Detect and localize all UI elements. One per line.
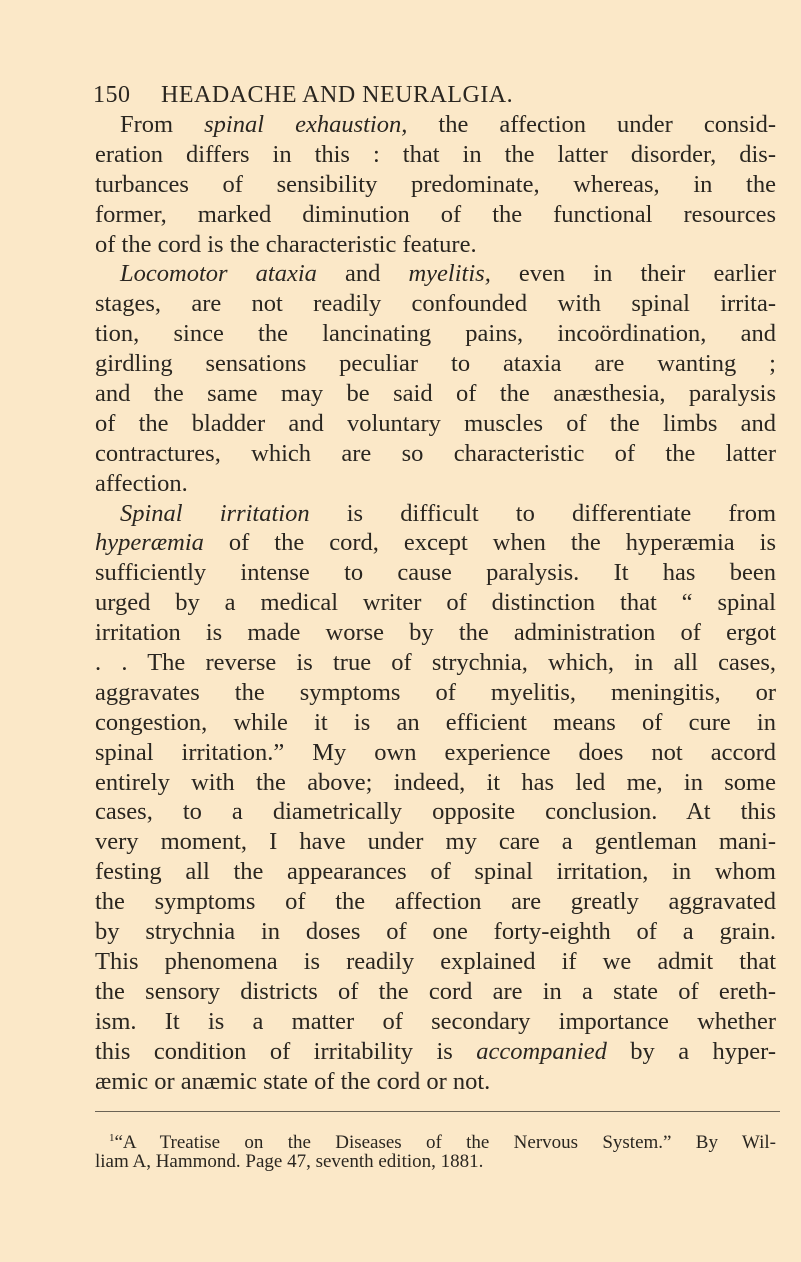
text-line: [95, 1037, 776, 1067]
text-line: [95, 319, 776, 349]
text-segment: spinal irritation.” My own experience does not accord: [95, 738, 776, 766]
text-segment: the symptoms of the affection are greatly aggravated: [95, 888, 776, 916]
text-line: [95, 349, 776, 379]
text-line: [95, 678, 776, 708]
text-line: [95, 738, 776, 768]
text-segment: even in their earlier: [490, 260, 777, 288]
text-line: [95, 947, 776, 977]
text-segment: girdling sensations peculiar to ataxia are wanting ;: [95, 350, 776, 378]
footnote-line: [95, 1126, 776, 1153]
text-segment: cases, to a diametrically opposite conclusion. At this: [95, 798, 776, 826]
text-segment: . . The reverse is true of strychnia, which, in all cases,: [95, 649, 776, 677]
text-segment: ism. It is a matter of secondary importance whether: [95, 1007, 776, 1035]
text-line: [95, 528, 776, 558]
text-segment: congestion, while it is an efficient means of cure in: [95, 708, 776, 736]
text-segment: by strychnia in doses of one forty-eighth of a grain.: [95, 918, 776, 946]
text-segment: eration differs in this : that in the latter disorder, dis-: [95, 140, 776, 168]
text-line: [95, 558, 776, 588]
text-segment: of the cord, except when the hyperæmia is: [203, 529, 776, 557]
text-segment: this condition of irritability is: [95, 1037, 477, 1065]
text-segment: the sensory districts of the cord are in a state of ereth-: [95, 977, 776, 1005]
text-line: [95, 259, 776, 289]
text-line: [95, 170, 776, 200]
text-segment: and: [316, 260, 409, 288]
text-line: [95, 289, 776, 319]
footnote: [95, 1126, 776, 1174]
text-segment: very moment, I have under my care a gentleman mani-: [95, 828, 776, 856]
text-line: [95, 409, 776, 439]
text-line: [95, 200, 776, 230]
text-segment: aggravates the symptoms of myelitis, meningitis, or: [95, 678, 776, 706]
footnote-divider: [95, 1111, 780, 1112]
text-segment: urged by a medical writer of distinction that “ spinal: [95, 589, 776, 617]
text-segment: by a hyper-: [606, 1037, 776, 1065]
text-line: [95, 827, 776, 857]
text-segment: festing all the appearances of spinal irritation, in whom: [95, 858, 776, 886]
footnote-line: [95, 1150, 776, 1174]
text-segment: former, marked diminution of the functional resources: [95, 200, 776, 228]
italic-term: hyperæmia: [95, 529, 204, 557]
text-segment: of the bladder and voluntary muscles of the limbs and: [95, 409, 776, 437]
text-line: [95, 648, 776, 678]
footnote-text: liam A, Hammond. Page 47, seventh edition, 1881.: [95, 1151, 484, 1172]
text-line: [95, 917, 776, 947]
text-segment: of the cord is the characteristic feature.: [95, 230, 477, 258]
text-segment: the affection under consid-: [407, 111, 776, 138]
text-segment: This phenomena is readily explained if we admit that: [95, 947, 776, 975]
text-segment: turbances of sensibility predominate, whereas, in the: [95, 170, 776, 198]
italic-term: accompanied: [476, 1037, 607, 1065]
text-line: [95, 768, 776, 798]
text-segment: entirely with the above; indeed, it has led me, in some: [95, 768, 776, 796]
text-line: [95, 857, 776, 887]
text-line: [95, 588, 776, 618]
text-line: [95, 1007, 776, 1037]
text-segment: tion, since the lancinating pains, incoördination, and: [95, 320, 776, 348]
text-line: [95, 110, 776, 140]
italic-term: Locomotor ataxia: [120, 260, 317, 288]
text-segment: contractures, which are so characteristic of the latter: [95, 439, 776, 467]
running-title: HEADACHE AND NEURALGIA.: [161, 82, 514, 108]
footnote-text: “A Treatise on the Diseases of the Nervous System.” By Wil-: [114, 1132, 776, 1153]
text-line: [95, 140, 776, 170]
text-line: [95, 469, 776, 499]
text-segment: sufficiently intense to cause paralysis. It has been: [95, 559, 776, 587]
text-line: [95, 977, 776, 1007]
footnote-marker: 1: [109, 1132, 115, 1144]
text-segment: stages, are not readily confounded with spinal irrita-: [95, 290, 776, 318]
text-line: [95, 618, 776, 648]
text-line: [95, 379, 776, 409]
text-line: [95, 708, 776, 738]
text-line: [95, 439, 776, 469]
text-line: [95, 230, 776, 260]
text-line: [95, 1067, 776, 1097]
text-segment: æmic or anæmic state of the cord or not.: [95, 1067, 491, 1095]
text-line: [95, 797, 776, 827]
page-number: 150: [93, 82, 131, 108]
text-segment: irritation is made worse by the administration of ergot: [95, 619, 776, 647]
text-segment: From: [120, 111, 205, 138]
text-segment: affection.: [95, 469, 188, 497]
italic-term: myelitis,: [408, 260, 491, 288]
text-segment: is difficult to differentiate from: [309, 499, 777, 527]
body-text: [95, 110, 776, 1096]
text-line: [95, 499, 776, 529]
running-header: [93, 82, 513, 109]
italic-term: Spinal irritation: [120, 499, 310, 527]
text-line: [95, 887, 776, 917]
italic-term: spinal exhaustion,: [204, 111, 408, 138]
text-segment: and the same may be said of the anæsthesia, paralysis: [95, 380, 776, 408]
